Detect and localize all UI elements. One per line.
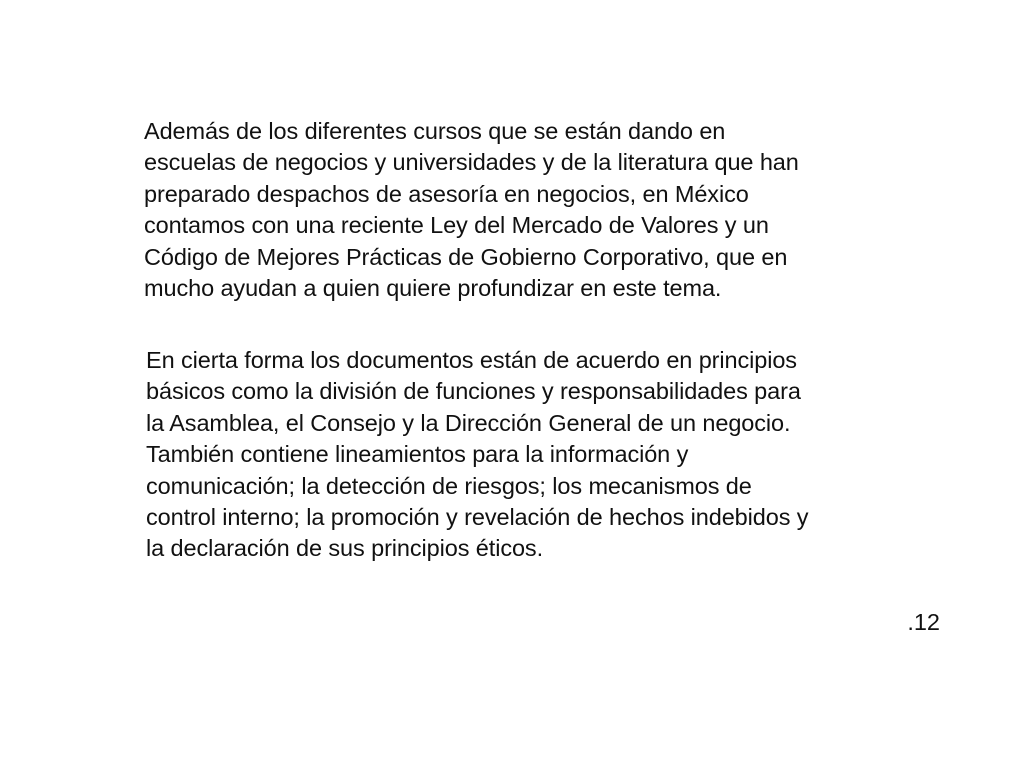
- paragraph-line: En cierta forma los documentos están de acuerdo en principios: [146, 347, 797, 373]
- paragraph-line: Además de los diferentes cursos que se están dando en: [144, 118, 726, 144]
- paragraph-line: También contiene lineamientos para la información y: [146, 441, 689, 468]
- paragraph-line: escuelas de negocios y universidades y de la literatura que han: [144, 149, 799, 176]
- paragraph-line: Código de Mejores Prácticas de Gobierno Corporativo, que en: [144, 243, 788, 270]
- paragraph-1: [144, 116, 974, 304]
- page-number: .12: [907, 609, 940, 635]
- paragraph-line: básicos como la división de funciones y responsabilidades para: [146, 378, 801, 405]
- paragraph-line: contamos con una reciente Ley del Mercado de Valores y un: [144, 212, 769, 239]
- paragraph-line: la declaración de sus principios éticos.: [146, 535, 544, 562]
- paragraph-line: preparado despachos de asesoría en negocios, en México: [144, 180, 749, 207]
- paragraph-line: mucho ayudan a quien quiere profundizar en este tema.: [144, 275, 722, 302]
- paragraph-2: [144, 345, 974, 565]
- paragraph-line: la Asamblea, el Consejo y la Dirección General de un negocio.: [146, 409, 791, 436]
- paragraph-line: control interno; la promoción y revelación de hechos indebidos y: [146, 504, 809, 531]
- paragraph-line: comunicación; la detección de riesgos; los mecanismos de: [146, 472, 752, 499]
